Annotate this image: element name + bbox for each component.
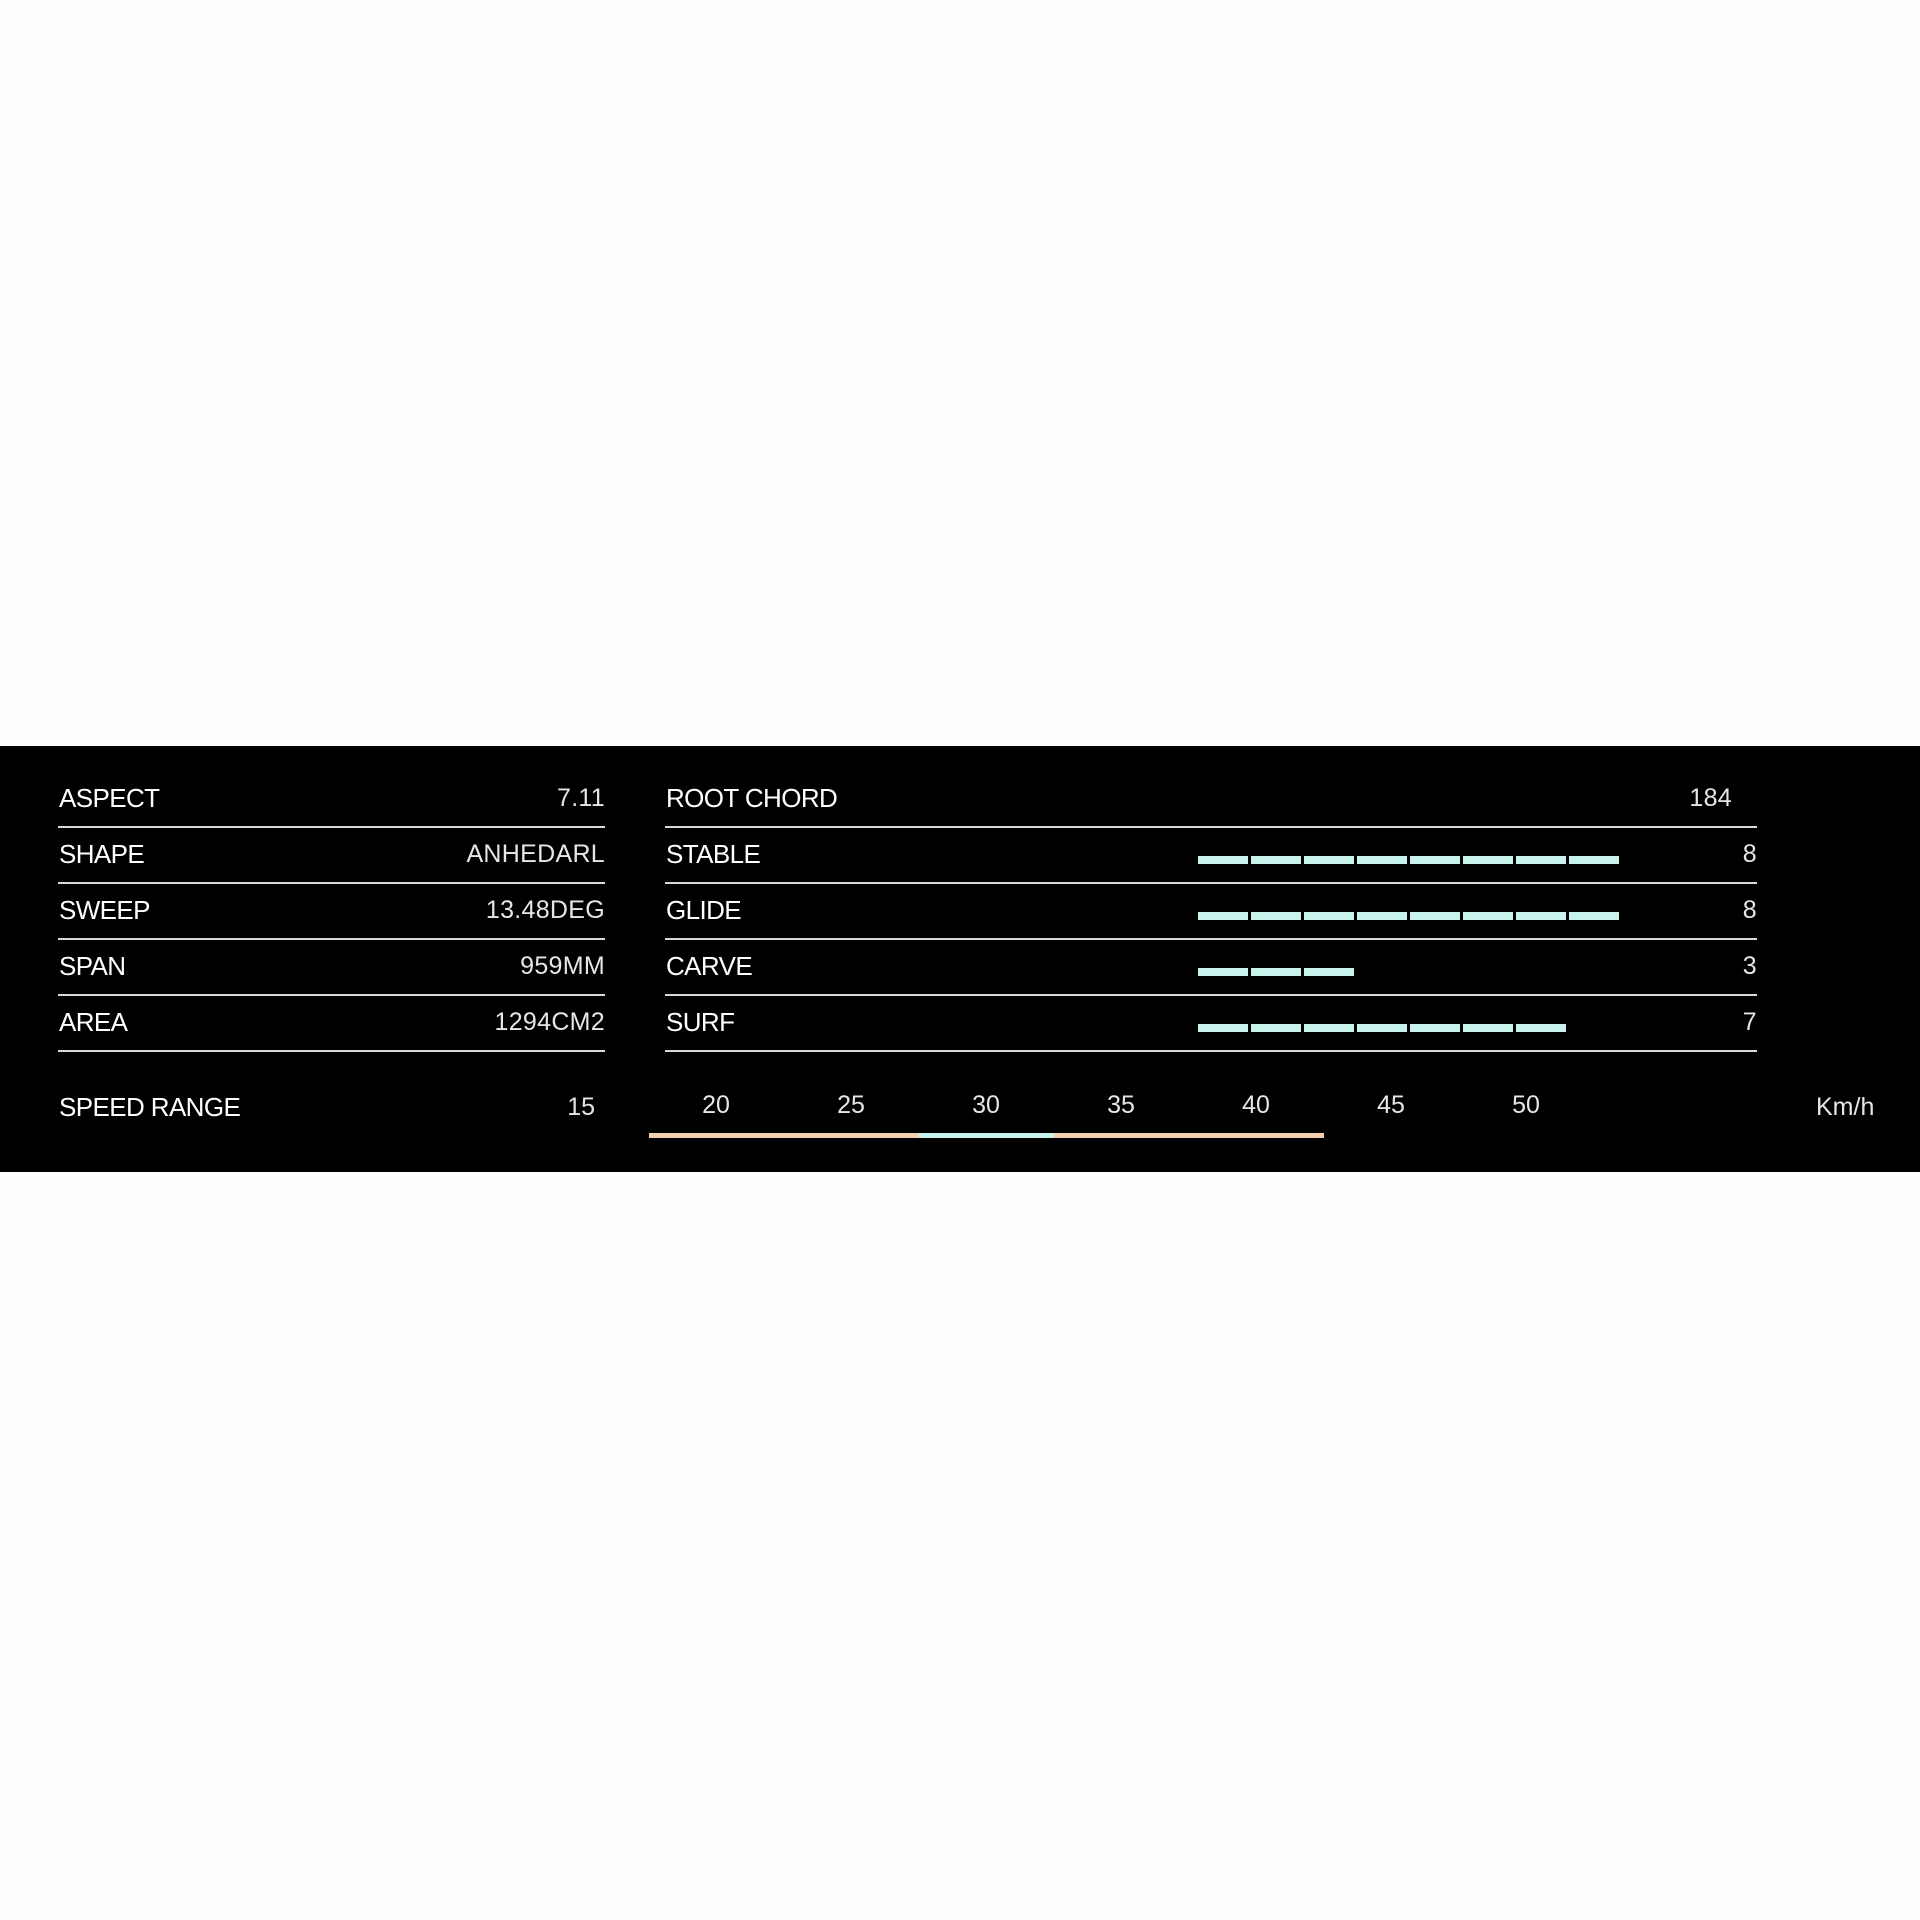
speed-tick-label: 45 (1377, 1091, 1405, 1119)
rating-row-glide (665, 884, 1757, 940)
speed-range-value: 15 (567, 1093, 595, 1121)
rating-segment (1304, 912, 1354, 920)
rating-segment (1357, 856, 1407, 864)
rating-value: 8 (1742, 840, 1757, 868)
speed-range-optimal-segment (919, 1133, 1054, 1138)
rating-row-surf (665, 996, 1757, 1052)
rating-segment (1569, 856, 1619, 864)
wing-spec-panel (0, 746, 1920, 1172)
rating-segment (1251, 912, 1301, 920)
speed-tick-label: 30 (972, 1091, 1000, 1119)
rating-segment (1304, 968, 1354, 976)
spec-row-shape (58, 828, 605, 884)
spec-row-span (58, 940, 605, 996)
rating-value: 7 (1742, 1008, 1757, 1036)
spec-value: 13.48DEG (485, 896, 605, 924)
rating-segment (1463, 1024, 1513, 1032)
rating-segment (1251, 856, 1301, 864)
rating-label: CARVE (666, 951, 753, 981)
rating-segment (1251, 968, 1301, 976)
spec-value: 184 (1689, 784, 1732, 812)
spec-label: ASPECT (59, 783, 160, 813)
rating-label: STABLE (666, 839, 761, 869)
speed-tick-label: 35 (1107, 1091, 1135, 1119)
spec-value: 7.11 (556, 784, 605, 812)
speed-range-label: SPEED RANGE (59, 1092, 241, 1122)
rating-segment (1463, 856, 1513, 864)
rating-segment (1304, 1024, 1354, 1032)
spec-row-aspect (58, 772, 605, 828)
speed-tick-label: 20 (702, 1091, 730, 1119)
spec-row-area (58, 996, 605, 1052)
rating-segment (1198, 968, 1248, 976)
rating-segment (1569, 912, 1619, 920)
rating-segment (1357, 1024, 1407, 1032)
rating-label: SURF (666, 1007, 735, 1037)
rating-segment (1463, 912, 1513, 920)
speed-range-low-segment (649, 1133, 919, 1138)
rating-segment (1410, 912, 1460, 920)
speed-tick-label: 25 (837, 1091, 865, 1119)
speed-tick-label: 50 (1512, 1091, 1540, 1119)
rating-segment (1410, 856, 1460, 864)
spec-value: ANHEDARL (466, 840, 605, 868)
spec-label: SHAPE (59, 839, 145, 869)
spec-label: AREA (59, 1007, 128, 1037)
rating-row-stable (665, 828, 1757, 884)
speed-tick-label: 40 (1242, 1091, 1270, 1119)
rating-row-carve (665, 940, 1757, 996)
spec-row-root-chord (665, 772, 1757, 828)
spec-label: ROOT CHORD (666, 783, 838, 813)
speed-unit: Km/h (1816, 1093, 1875, 1121)
rating-segment (1251, 1024, 1301, 1032)
rating-value: 3 (1742, 952, 1757, 980)
rating-segment (1198, 856, 1248, 864)
rating-segment (1198, 912, 1248, 920)
spec-value: 959MM (520, 952, 605, 980)
rating-segment (1516, 1024, 1566, 1032)
spec-label: SWEEP (59, 895, 150, 925)
rating-value: 8 (1742, 896, 1757, 924)
rating-label: GLIDE (666, 895, 742, 925)
spec-value: 1294CM2 (494, 1008, 605, 1036)
rating-segment (1198, 1024, 1248, 1032)
rating-segment (1516, 912, 1566, 920)
speed-range-high-segment (1054, 1133, 1324, 1138)
rating-segment (1304, 856, 1354, 864)
rating-segment (1516, 856, 1566, 864)
spec-row-sweep (58, 884, 605, 940)
spec-label: SPAN (59, 951, 126, 981)
rating-segment (1410, 1024, 1460, 1032)
rating-segment (1357, 912, 1407, 920)
